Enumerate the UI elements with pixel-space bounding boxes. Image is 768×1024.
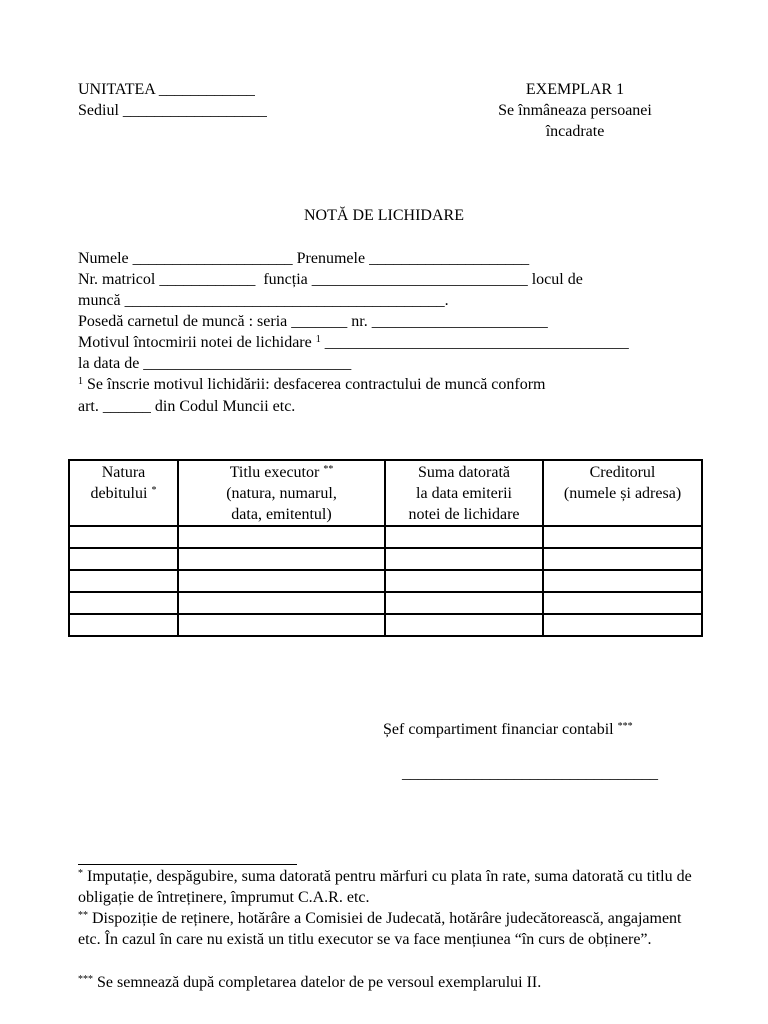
table-cell <box>178 614 385 636</box>
col-enforcement-title: Titlu executor ** (natura, numarul, data, emitentul) <box>178 460 385 526</box>
footnote-divider <box>78 864 297 865</box>
workbook-line: Posedă carnetul de muncă : seria _______ nr. ______________________ <box>78 313 548 330</box>
table-cell <box>178 548 385 570</box>
table-row <box>69 570 702 592</box>
table-cell <box>385 592 543 614</box>
handed-to-line1: Se înmâneaza persoanei <box>498 102 652 119</box>
registry-line: Nr. matricol ____________ funcția ___________________________ locul de <box>78 271 583 288</box>
table-cell <box>543 526 702 548</box>
table-cell <box>543 614 702 636</box>
table-row <box>69 526 702 548</box>
table-row <box>69 614 702 636</box>
table-cell <box>69 570 178 592</box>
signature-label: Șef compartiment financiar contabil *** <box>383 721 633 738</box>
table-cell <box>69 526 178 548</box>
workplace-line: muncă ________________________________________. <box>78 292 449 309</box>
document-title: NOTĂ DE LICHIDARE <box>304 207 464 224</box>
seat-line: Sediul __________________ <box>78 102 267 119</box>
table-cell <box>178 570 385 592</box>
footnote-1: * Imputație, despăgubire, suma datorată pentru mărfuri cu plata în rate, suma datorată cu titlu de obligație de întreținere, împrumut C.A.R. etc. <box>78 868 692 906</box>
copy-label: EXEMPLAR 1 <box>525 81 625 98</box>
col-amount-owed: Suma datorată la data emiterii notei de lichidare <box>385 460 543 526</box>
reason-note-text: Se înscrie motivul lichidării: desfacerea contractului de muncă conform <box>83 376 546 393</box>
footnote-3: *** Se semnează după completarea datelor de pe versoul exemplarului II. <box>78 974 542 991</box>
reason-sup: 1 <box>315 334 321 345</box>
reason-line <box>78 332 629 353</box>
table-row <box>69 548 702 570</box>
table-header-row <box>69 460 702 526</box>
table-cell <box>69 614 178 636</box>
col-creditor: Creditorul (numele și adresa) <box>543 460 702 526</box>
table-cell <box>178 526 385 548</box>
table-cell <box>178 592 385 614</box>
debts-table <box>68 459 703 637</box>
reason-note-line2: art. ______ din Codul Muncii etc. <box>78 398 296 415</box>
table-cell <box>543 570 702 592</box>
reason-note-line1 <box>78 374 546 395</box>
handed-to-line2: încadrate <box>545 123 605 140</box>
table-cell <box>385 548 543 570</box>
reason-note-sup: 1 <box>78 376 83 387</box>
table-row <box>69 592 702 614</box>
table-cell <box>543 592 702 614</box>
table-cell <box>543 548 702 570</box>
reason-text: Motivul întocmirii notei de lichidare <box>78 334 316 351</box>
reason-blank: ______________________________________ <box>320 334 629 351</box>
table-cell <box>385 614 543 636</box>
table-cell <box>69 592 178 614</box>
date-line: la data de __________________________ <box>78 355 352 372</box>
table-cell <box>385 570 543 592</box>
unit-line: UNITATEA ____________ <box>78 81 255 98</box>
name-line: Numele ____________________ Prenumele ____________________ <box>78 250 530 267</box>
table-cell <box>69 548 178 570</box>
col-debt-nature: Natura debitului * <box>69 460 178 526</box>
footnote-2: ** Dispoziție de reținere, hotărâre a Comisiei de Judecată, hotărâre judecătorească, angajament etc. În cazul în care nu există un titlu executor se va face mențiunea “în curs de obținere”. <box>78 910 682 948</box>
table-cell <box>385 526 543 548</box>
signature-line: ________________________________ <box>402 765 658 782</box>
